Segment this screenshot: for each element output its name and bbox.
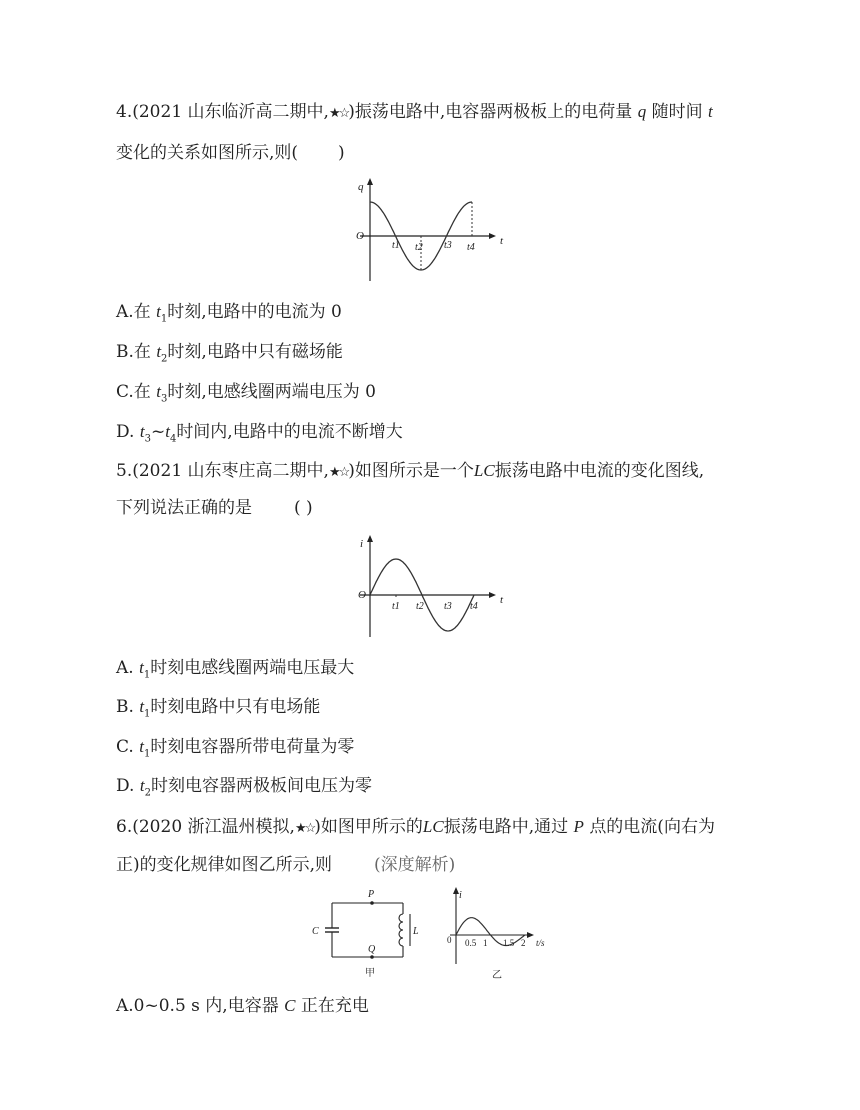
tick-t4: t4: [467, 242, 475, 253]
tick-1-5: 1.5: [503, 938, 515, 948]
tick-2: 2: [521, 938, 526, 948]
q-label: Q: [368, 944, 376, 955]
x-label: t: [500, 235, 504, 247]
q6-option-a[interactable]: A.0~0.5 s 内,电容器 C 正在充电: [116, 996, 369, 1016]
inductor-coil-icon: [399, 914, 403, 946]
q6-stem-line2: 正)的变化规律如图乙所示,则 (深度解析): [116, 855, 456, 875]
origin-label: O: [358, 589, 366, 601]
tick-1: 1: [483, 938, 488, 948]
x-arrow-icon: [527, 932, 534, 938]
caption-yi: 乙: [492, 970, 502, 981]
q5-stem-line1: 5.(2021 山东枣庄高二期中,★☆)如图所示是一个LC振荡电路中电流的变化图线,: [116, 461, 705, 481]
x-arrow-icon: [489, 233, 496, 239]
difficulty-stars-icon: ★☆: [328, 465, 349, 480]
node-p-dot: [370, 901, 374, 905]
q4-qt-graph: [350, 176, 510, 286]
q4-option-d[interactable]: D. $t_3\sim t_4$时间内,电路中的电流不断增大: [116, 422, 403, 445]
ind-label: L: [413, 926, 419, 937]
q6-circuit-diagram: [308, 888, 433, 983]
q4-stem-line1: 4.(2021 山东临沂高二期中,★☆)振荡电路中,电容器两极板上的电荷量 q 随时间 t: [116, 102, 713, 122]
q4-option-c[interactable]: C.在 $t_3$时刻,电感线圈两端电压为 0: [116, 382, 376, 405]
q5-option-c[interactable]: C. $t_1$时刻电容器所带电荷量为零: [116, 737, 355, 760]
y-label: q: [358, 181, 364, 193]
tick-t3: t3: [444, 601, 452, 612]
difficulty-stars-icon: ★☆: [294, 821, 315, 836]
y-label: i: [459, 890, 462, 901]
q4-option-a[interactable]: A.在 $t_1$时刻,电路中的电流为 0: [116, 302, 342, 325]
tick-t1: t1: [392, 240, 400, 251]
q5-option-d[interactable]: D. $t_2$时刻电容器两极板间电压为零: [116, 776, 372, 799]
x-arrow-icon: [489, 592, 496, 598]
difficulty-stars-icon: ★☆: [328, 106, 349, 121]
cap-label: C: [312, 926, 319, 937]
tick-t4: t4: [470, 601, 478, 612]
q6-it-graph: [445, 884, 565, 986]
q6-stem-line1: 6.(2020 浙江温州模拟,★☆)如图甲所示的LC振荡电路中,通过 P 点的电流(向右为: [116, 817, 715, 837]
x-label: t/s: [536, 938, 545, 948]
tick-t2: t2: [416, 601, 424, 612]
q5-stem-line2: 下列说法正确的是 ( ): [116, 498, 313, 518]
y-arrow-icon: [367, 535, 373, 542]
node-q-dot: [370, 955, 374, 959]
tick-t3: t3: [444, 240, 452, 251]
q4-stem-line2: 变化的关系如图所示,则( ): [116, 143, 345, 163]
caption-jia: 甲: [365, 968, 375, 979]
tick-0-5: 0.5: [465, 938, 477, 948]
q5-option-a[interactable]: A. $t_1$时刻电感线圈两端电压最大: [116, 658, 355, 681]
x-label: t: [500, 594, 504, 606]
q4-option-b[interactable]: B.在 $t_2$时刻,电路中只有磁场能: [116, 342, 343, 365]
origin-label: 0: [447, 935, 452, 945]
deep-analysis-link[interactable]: (深度解析): [374, 855, 456, 875]
tick-t1: t1: [392, 601, 400, 612]
tick-t2: t2: [415, 242, 423, 253]
q5-option-b[interactable]: B. $t_1$时刻电路中只有电场能: [116, 697, 321, 720]
q5-it-graph: [350, 533, 510, 643]
y-label: i: [360, 538, 364, 550]
y-arrow-icon: [367, 178, 373, 185]
origin-label: O: [356, 230, 364, 242]
p-label: P: [368, 889, 375, 900]
